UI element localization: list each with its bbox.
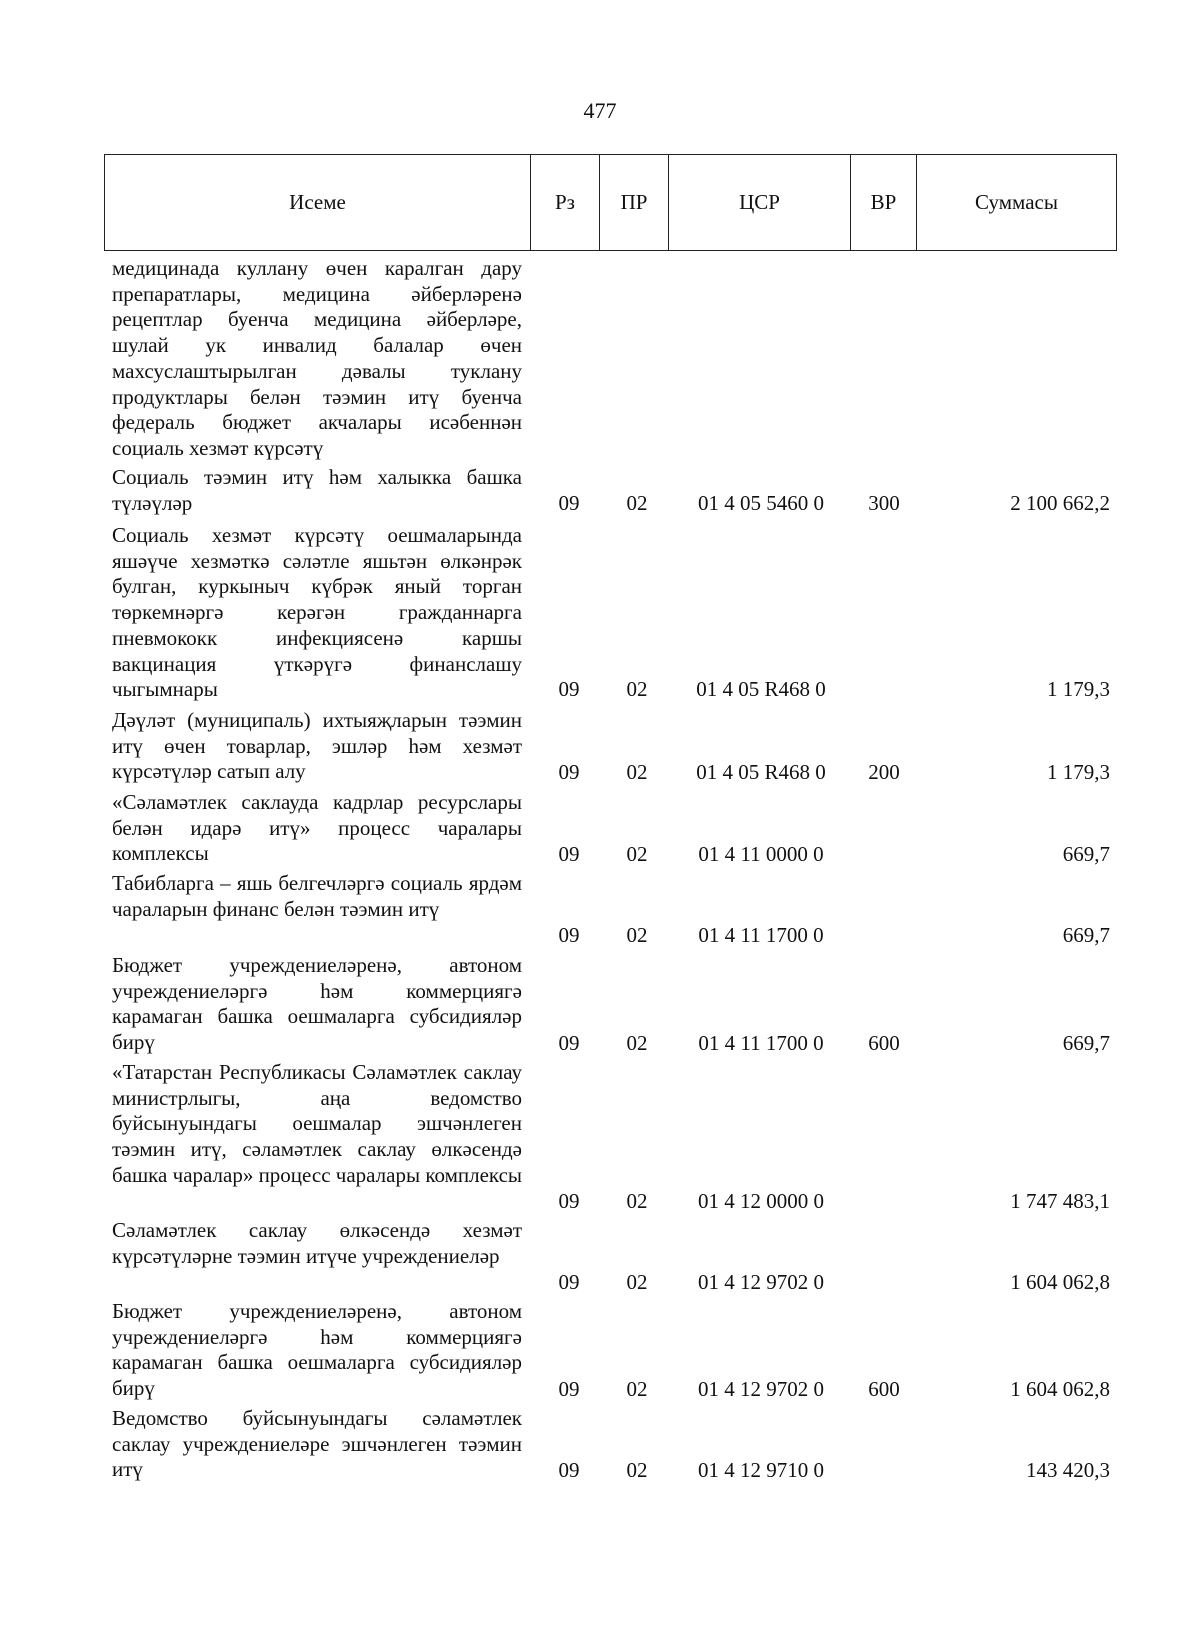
page-number: 477 xyxy=(583,98,617,123)
row-name: Дәүләт (муниципаль) ихтыяҗларын тәэмин итү өчен товарлар, эшләр һәм хезмәт күрсәтүләр сатып алу xyxy=(112,708,522,784)
row-pr: 02 xyxy=(626,1377,648,1402)
row-name: Сәламәтлек саклау өлкәсендә хезмәт күрсәтүләрне тәэмин итүче учреждениеләр xyxy=(112,1218,522,1268)
row-name: «Татарстан Республикасы Сәламәтлек саклау министрлыгы, аңа ведомство буйсынуындагы оешмалар эшчәнлеген тәэмин итү, сәламәтлек саклау өлкәсендә башка чаралар» процесс чаралары комплексы xyxy=(112,1060,523,1187)
row-rz: 09 xyxy=(558,842,580,867)
row-sum: 669,7 xyxy=(1062,1031,1110,1056)
column-header-vr: ВР xyxy=(851,155,917,250)
row-sum: 143 420,3 xyxy=(1026,1458,1110,1483)
row-name: «Сәламәтлек саклауда кадрлар ресурслары белән идарә итү» процесс чаралары комплексы xyxy=(112,790,522,866)
row-rz: 09 xyxy=(558,1377,580,1402)
row-rz: 09 xyxy=(558,923,580,948)
row-csr: 01 4 12 9710 0 xyxy=(698,1458,824,1483)
column-header-name: Исеме xyxy=(105,155,531,250)
row-sum: 1 179,3 xyxy=(1047,760,1110,785)
table-row xyxy=(0,953,1200,1057)
table-row xyxy=(0,871,1200,949)
row-csr: 01 4 12 9702 0 xyxy=(698,1377,824,1402)
row-rz: 09 xyxy=(558,1031,580,1056)
row-csr: 01 4 11 1700 0 xyxy=(698,1031,824,1056)
column-header-sum: Суммасы xyxy=(975,190,1058,214)
row-csr: 01 4 11 1700 0 xyxy=(698,923,824,948)
row-pr: 02 xyxy=(626,1031,648,1056)
row-pr: 02 xyxy=(626,1458,648,1483)
row-name: Бюджет учреждениеләренә, автоном учреждениеләргә һәм коммерциягә карамаган башка оешмаларга субсидияләр бирү xyxy=(112,953,522,1055)
row-pr: 02 xyxy=(626,760,648,785)
table-row xyxy=(0,1218,1200,1296)
row-vr: 600 xyxy=(868,1377,900,1402)
row-rz: 09 xyxy=(558,1189,580,1214)
row-csr: 01 4 05 R468 0 xyxy=(696,760,826,785)
row-sum: 1 604 062,8 xyxy=(1010,1270,1110,1295)
table-row xyxy=(0,1299,1200,1403)
row-csr: 01 4 12 0000 0 xyxy=(698,1189,824,1214)
column-header-pr: ПР xyxy=(600,155,669,250)
row-csr: 01 4 12 9702 0 xyxy=(698,1270,824,1295)
row-rz: 09 xyxy=(558,491,580,516)
row-pr: 02 xyxy=(626,677,648,702)
table-row xyxy=(0,465,1200,517)
row-sum: 669,7 xyxy=(1062,842,1110,867)
table-row xyxy=(0,1406,1200,1484)
column-header-rz: Рз xyxy=(531,155,600,250)
row-pr: 02 xyxy=(626,1189,648,1214)
row-vr: 300 xyxy=(868,491,900,516)
row-name: Социаль хезмәт күрсәтү оешмаларында яшәүче хезмәткә сәләтле яшьтән өлкәнрәк булган, куркыныч күбрәк яный торган төркемнәргә керәгән гражданнарга пневмококк инфекциясенә каршы вакцинация үткәрүгә финанслашу чыгымнары xyxy=(112,523,522,702)
table-row xyxy=(0,790,1200,868)
row-sum: 1 747 483,1 xyxy=(1010,1189,1110,1214)
row-pr: 02 xyxy=(626,1270,648,1295)
row-csr: 01 4 11 0000 0 xyxy=(698,842,824,867)
row-name: Бюджет учреждениеләренә, автоном учреждениеләргә һәм коммерциягә карамаган башка оешмаларга субсидияләр бирү xyxy=(112,1299,522,1401)
row-sum: 1 604 062,8 xyxy=(1010,1377,1110,1402)
row-rz: 09 xyxy=(558,1270,580,1295)
row-name: Табибларга – яшь белгечләргә социаль ярдәм чараларын финанс белән тәэмин итү xyxy=(112,871,522,921)
table-row xyxy=(0,1060,1200,1215)
row-pr: 02 xyxy=(626,491,648,516)
table-row xyxy=(0,256,1200,462)
row-csr: 01 4 05 R468 0 xyxy=(696,677,826,702)
row-rz: 09 xyxy=(558,677,580,702)
row-csr: 01 4 05 5460 0 xyxy=(698,491,824,516)
row-vr: 200 xyxy=(868,760,900,785)
row-vr: 600 xyxy=(868,1031,900,1056)
row-sum: 669,7 xyxy=(1062,923,1110,948)
row-rz: 09 xyxy=(558,760,580,785)
row-name: Социаль тәэмин итү һәм халыкка башка түләүләр xyxy=(112,465,522,515)
column-header-csr: ЦСР xyxy=(669,155,851,250)
row-sum: 1 179,3 xyxy=(1047,677,1110,702)
row-rz: 09 xyxy=(558,1458,580,1483)
row-sum: 2 100 662,2 xyxy=(1010,491,1110,516)
row-name: медицинада куллану өчен каралган дару препаратлары, медицина әйберләренә рецептлар буенча медицина әйберләре, шулай ук инвалид балалар өчен махсуслаштырылган дәвалы туклану продуктлары белән тәэмин итү буенча федераль бюджет акчалары исәбеннән социаль хезмәт күрсәтү xyxy=(112,256,522,460)
row-pr: 02 xyxy=(626,842,648,867)
table-row xyxy=(0,708,1200,786)
row-name: Ведомство буйсынуындагы сәламәтлек саклау учреждениеләре эшчәнлеген тәэмин итү xyxy=(112,1406,522,1482)
row-pr: 02 xyxy=(626,923,648,948)
table-row xyxy=(0,523,1200,703)
